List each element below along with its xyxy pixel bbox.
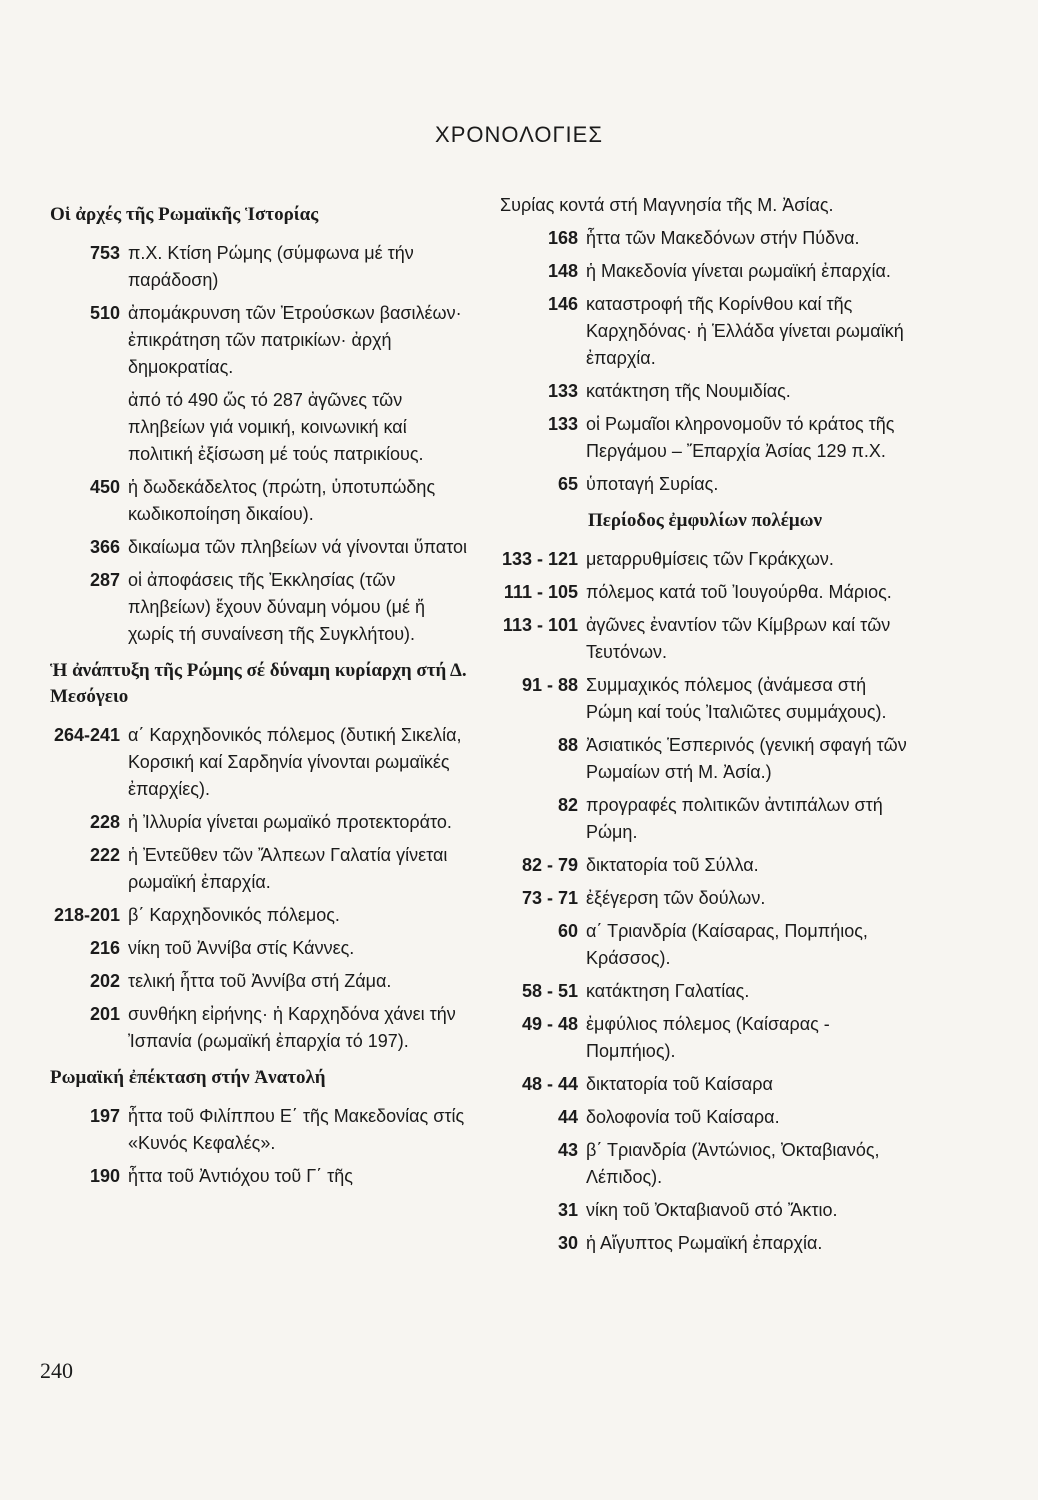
entry-date: 216 [89,938,120,958]
entry-date: 218-201 [53,905,120,925]
continued-text: Συρίας κοντά στή Μαγνησία τῆς Μ. Ἀσίας. [500,195,834,215]
entry-text: ἀπομάκρυνση τῶν Ἐτρούσκων βασιλέων· ἐπικράτηση τῶν πατρικίων· ἀρχή δημοκρατίας. [128,303,462,377]
right-column [500,192,910,1263]
entry-text: ἀγῶνες ἐναντίον τῶν Κίμβρων καί τῶν Τευτόνων. [586,615,891,662]
entry-text: κατάκτηση τῆς Νουμιδίας. [586,381,791,401]
entry-text: ἡ Μακεδονία γίνεται ρωμαϊκή ἐπαρχία. [586,261,891,281]
entry-date: 753 [89,243,120,263]
timeline-entry [40,387,470,468]
timeline-entry [500,1137,910,1191]
timeline-entry [500,1230,910,1257]
timeline-entry [40,902,470,929]
entry-text: ἡ Αἴγυπτος Ρωμαϊκή ἐπαρχία. [586,1233,823,1253]
entry-text: β΄ Τριανδρία (Ἀντώνιος, Ὀκταβιανός, Λέπιδος). [586,1140,880,1187]
timeline-entry [500,258,910,285]
timeline-entry [500,672,910,726]
entry-text: π.Χ. Κτίση Ρώμης (σύμφωνα μέ τήν παράδοση) [128,243,414,290]
entry-date: 287 [89,570,120,590]
entry-text: Ἀσιατικός Ἑσπερινός (γενική σφαγή τῶν Ρωμαίων στή Μ. Ἀσία.) [586,735,907,782]
entry-text: ἧττα τοῦ Ἀντιόχου τοῦ Γ΄ τῆς [128,1166,353,1186]
entry-date: 113 - 101 [502,615,578,635]
timeline-entry [500,471,910,498]
timeline-entry [40,300,470,381]
timeline-entry [40,474,470,528]
left-column [40,192,470,1196]
timeline-entry [40,842,470,896]
timeline-entry [500,1011,910,1065]
entry-date: 82 [557,795,578,815]
entry-text: δικτατορία τοῦ Σύλλα. [586,855,759,875]
entry-date: 133 [547,381,578,401]
entry-date: 264-241 [53,725,120,745]
entry-date: 146 [547,294,578,314]
entry-text: ἐξέγερση τῶν δούλων. [586,888,766,908]
entry-text: ὑποταγή Συρίας. [586,474,719,494]
timeline-entry [40,1103,470,1157]
timeline-entry [40,567,470,648]
entry-text: προγραφές πολιτικῶν ἀντιπάλων στή Ρώμη. [586,795,883,842]
timeline-entry [500,546,910,573]
entry-text: οἱ Ρωμαῖοι κληρονομοῦν τό κράτος τῆς Περγάμου – Ἔπαρχία Ἀσίας 129 π.Χ. [586,414,895,461]
page-number: 240 [40,1358,73,1383]
timeline-entry [500,918,910,972]
entry-date: 197 [89,1106,120,1126]
entry-date: 65 [557,474,578,494]
entry-text: δικτατορία τοῦ Καίσαρα [586,1074,773,1094]
timeline-entry [500,885,910,912]
section-heading: Ἡ ἀνάπτυξη τῆς Ρώμης σέ δύναμη κυρίαρχη στή Δ. Μεσόγειο [50,660,467,707]
entry-text: β΄ Καρχηδονικός πόλεμος. [128,905,340,925]
timeline-entry [500,579,910,606]
entry-date: 48 - 44 [521,1074,578,1094]
timeline-entry [40,240,470,294]
entry-text: τελική ἧττα τοῦ Ἀννίβα στή Ζάμα. [128,971,392,991]
entry-text: συνθήκη εἰρήνης· ἡ Καρχηδόνα χάνει τήν Ἰσπανία (ρωμαϊκή ἐπαρχία τό 197). [128,1004,456,1051]
timeline-entry [40,1001,470,1055]
timeline-entry [500,225,910,252]
section-heading: Οἱ ἀρχές τῆς Ρωμαϊκῆς Ἱστορίας [50,204,319,225]
timeline-entry [500,291,910,372]
entry-text: α΄ Τριανδρία (Καίσαρας, Πομπήιος, Κράσσος). [586,921,868,968]
entry-text: δολοφονία τοῦ Καίσαρα. [586,1107,780,1127]
timeline-entry [500,411,910,465]
timeline-entry [500,612,910,666]
entry-date: 450 [89,477,120,497]
entry-date: 228 [89,812,120,832]
entry-date: 133 [547,414,578,434]
entry-date: 190 [89,1166,120,1186]
entry-date: 201 [89,1004,120,1024]
timeline-entry [500,1104,910,1131]
entry-date: 58 - 51 [521,981,578,1001]
entry-date: 510 [89,303,120,323]
entry-text: οἱ ἀποφάσεις τῆς Ἐκκλησίας (τῶν πληβείων) ἔχουν δύναμη νόμου (μέ ἤ χωρίς τή συναίνεση τῆς Συγκλήτου). [128,570,425,644]
entry-date: 82 - 79 [521,855,578,875]
entry-date: 30 [557,1233,578,1253]
section-heading: Ρωμαϊκή ἐπέκταση στήν Ἀνατολή [50,1067,326,1088]
entry-date: 222 [89,845,120,865]
timeline-entry [500,1071,910,1098]
entry-text: ἧττα τῶν Μακεδόνων στήν Πύδνα. [586,228,860,248]
entry-date: 111 - 105 [503,582,578,602]
entry-date: 73 - 71 [521,888,578,908]
timeline-entry [500,792,910,846]
entry-date: 202 [89,971,120,991]
entry-date: 44 [557,1107,578,1127]
timeline-entry [500,1197,910,1224]
entry-text: ἡ Ἰλλυρία γίνεται ρωμαϊκό προτεκτοράτο. [128,812,452,832]
entry-date: 168 [547,228,578,248]
entry-date: 88 [557,735,578,755]
entry-text: νίκη τοῦ Ἀννίβα στίς Κάννες. [128,938,355,958]
timeline-entry [40,968,470,995]
page-title: ΧΡΟΝΟΛΟΓΙΕΣ [435,122,603,147]
entry-date: 31 [557,1200,578,1220]
entry-date: 366 [89,537,120,557]
timeline-entry [40,1163,470,1190]
entry-date: 43 [557,1140,578,1160]
entry-text: ἡ δωδεκάδελτος (πρώτη, ὑποτυπώδης κωδικοποίηση δικαίου). [128,477,436,524]
entry-text: καταστροφή τῆς Κορίνθου καί τῆς Καρχηδόνας· ἡ Ἑλλάδα γίνεται ρωμαϊκή ἐπαρχία. [586,294,904,368]
entry-text: ἐμφύλιος πόλεμος (Καίσαρας - Πομπήιος). [586,1014,830,1061]
entry-text: ἀπό τό 490 ὥς τό 287 ἀγῶνες τῶν πληβείων γιά νομική, κοινωνική καί πολιτική ἐξίσωση μέ τούς πατρικίους. [128,390,424,464]
entry-date: 148 [547,261,578,281]
timeline-entry [40,534,470,561]
entry-date: 60 [557,921,578,941]
timeline-entry [40,809,470,836]
entry-text: ἧττα τοῦ Φιλίππου Ε΄ τῆς Μακεδονίας στίς «Κυνός Κεφαλές». [128,1106,465,1153]
entry-date [40,387,120,468]
timeline-entry [40,935,470,962]
timeline-entry [500,978,910,1005]
entry-date: 91 - 88 [521,675,578,695]
entry-date: 49 - 48 [521,1014,578,1034]
entry-date: 133 - 121 [501,549,578,569]
timeline-entry [500,732,910,786]
entry-text: κατάκτηση Γαλατίας. [586,981,750,1001]
entry-text: ἡ Ἐντεῦθεν τῶν Ἄλπεων Γαλατία γίνεται ρωμαϊκή ἐπαρχία. [128,845,448,892]
timeline-entry [500,378,910,405]
entry-text: πόλεμος κατά τοῦ Ἰουγούρθα. Μάριος. [586,582,892,602]
entry-text: Συμμαχικός πόλεμος (ἀνάμεσα στή Ρώμη καί τούς Ἰταλιῶτες συμμάχους). [586,675,887,722]
entry-text: δικαίωμα τῶν πληβείων νά γίνονται ὕπατοι [128,537,468,557]
timeline-entry [500,852,910,879]
entry-text: νίκη τοῦ Ὀκταβιανοῦ στό Ἄκτιο. [586,1200,838,1220]
entry-text: α΄ Καρχηδονικός πόλεμος (δυτική Σικελία, Κορσική καί Σαρδηνία γίνονται ρωμαϊκές ἐπαρχίες). [128,725,462,799]
entry-text: μεταρρυθμίσεις τῶν Γκράκχων. [586,549,834,569]
timeline-entry [40,722,470,803]
section-heading: Περίοδος ἐμφυλίων πολέμων [587,510,823,531]
